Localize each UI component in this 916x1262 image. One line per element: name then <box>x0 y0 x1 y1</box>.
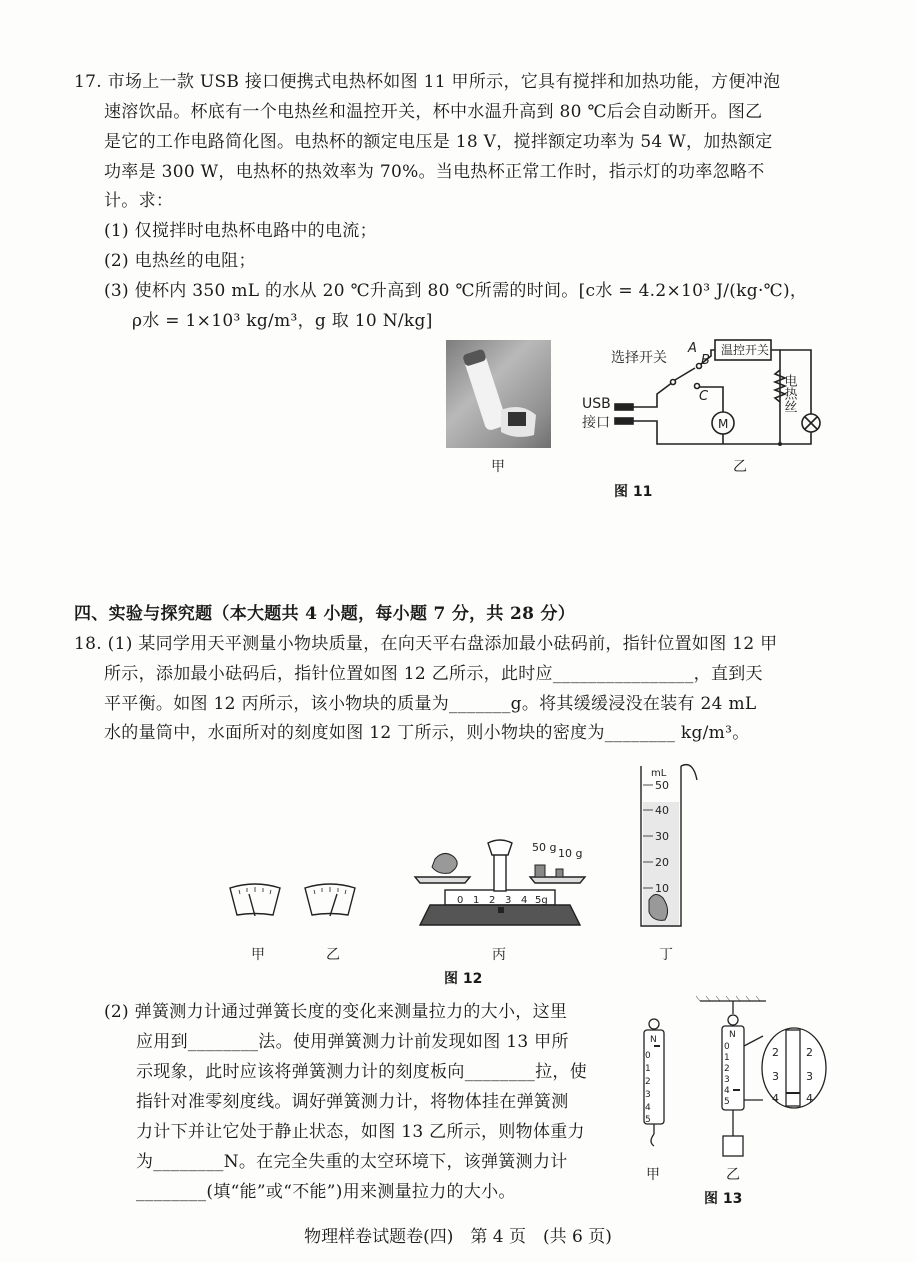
q18-p2-line-1: (2) 弹簧测力计通过弹簧长度的变化来测量拉力的大小，这里 <box>104 1002 568 1022</box>
fig12-pointers <box>225 880 365 925</box>
fig13-jia-tick-5: 5 <box>645 1115 651 1125</box>
q18-p1-line-3: 平平衡。如图 12 丙所示，该小物块的质量为_______g。将其缓缓浸没在装有 24 mL <box>104 694 757 714</box>
fig13-spring-scales <box>636 996 836 1161</box>
contact-c-label: C <box>699 389 709 404</box>
zoom-tick-4: 4 <box>772 1092 779 1105</box>
q18-p1-line-2: 所示，添加最小砝码后，指针位置如图 12 乙所示，此时应________________，直到天 <box>104 664 763 684</box>
graduated-cylinder <box>635 760 705 935</box>
q18-p2-line-5: 力计下并让它处于静止状态，如图 13 乙所示，则物体重力 <box>136 1122 585 1142</box>
motor-label: M <box>718 417 729 431</box>
balance-scale <box>410 835 590 935</box>
zoom-tick-3: 3 <box>772 1070 779 1083</box>
q17-line-2: 速溶饮品。杯底有一个电热丝和温控开关，杯中水温升高到 80 ℃后会自动断开。图乙 <box>104 102 763 122</box>
q17-sub-2: (2) 电热丝的电阻； <box>104 251 256 271</box>
scale-tick-3: 3 <box>505 895 512 906</box>
usb-label: USB <box>582 396 611 412</box>
q18-p2-line-3: 示现象，此时应该将弹簧测力计的刻度板向________拉，使 <box>136 1062 587 1082</box>
q18-p2-line-4: 指针对准零刻度线。调好弹簧测力计，将物体挂在弹簧测 <box>136 1092 569 1112</box>
fig11-label-yi: 乙 <box>733 459 747 475</box>
q18-p2-line-2: 应用到________法。使用弹簧测力计前发现如图 13 甲所 <box>136 1032 569 1052</box>
fig13-yi-tick-3: 3 <box>724 1075 730 1085</box>
q17-line-3: 是它的工作电路简化图。电热杯的额定电压是 18 V，搅拌额定功率为 54 W，加热额定 <box>104 132 773 152</box>
fig13-jia-tick-4: 4 <box>645 1103 651 1113</box>
fig12-caption: 图 12 <box>444 971 483 987</box>
cylinder-unit: mL <box>651 768 667 779</box>
fig13-yi-tick-4: 4 <box>724 1086 730 1096</box>
select-switch-label: 选择开关 <box>611 350 667 366</box>
fig12-label-yi: 乙 <box>326 947 340 963</box>
cylinder-tick-40: 40 <box>655 804 669 817</box>
q17-sub-3: (3) 使杯内 350 mL 的水从 20 ℃升高到 80 ℃所需的时间。[c水 = 4.2×10³ J/(kg·℃)， <box>104 281 808 301</box>
fig12-label-ding: 丁 <box>659 947 673 963</box>
heater-label: 电热丝 <box>781 374 797 413</box>
zoom-tick-4-right: 4 <box>806 1092 813 1105</box>
q18-p1-line-1: 18. (1) 某同学用天平测量小物块质量，在向天平右盘添加最小砝码前，指针位置如图 12 甲 <box>74 634 778 654</box>
q17-sub-3-cont: ρ水 = 1×10³ kg/m³，g 取 10 N/kg] <box>132 311 433 331</box>
cylinder-tick-20: 20 <box>655 856 669 869</box>
q17-line-4: 功率是 300 W，电热杯的热效率为 70%。当电热杯正常工作时，指示灯的功率忽略不 <box>104 162 765 182</box>
fig13-yi-tick-2: 2 <box>724 1064 730 1074</box>
scale-tick-0: 0 <box>457 895 464 906</box>
cylinder-tick-10: 10 <box>655 882 669 895</box>
fig13-yi-N: N <box>729 1030 736 1040</box>
fig13-jia-tick-3: 3 <box>645 1090 651 1100</box>
contact-b-label: B <box>701 353 710 368</box>
weight-50g: 50 g <box>532 841 557 854</box>
q17-line-5: 计。求： <box>104 191 174 211</box>
cylinder-tick-30: 30 <box>655 830 669 843</box>
page-footer: 物理样卷试题卷(四) 第 4 页 (共 6 页) <box>304 1227 612 1247</box>
q17-line-1: 17. 市场上一款 USB 接口便携式电热杯如图 11 甲所示，它具有搅拌和加热功能，方便冲泡 <box>74 72 781 92</box>
fig12-label-bing: 丙 <box>492 947 506 963</box>
weight-10g: 10 g <box>558 847 583 860</box>
q18-p2-line-6: 为________N。在完全失重的太空环境下，该弹簧测力计 <box>136 1152 568 1172</box>
scale-tick-2: 2 <box>489 895 496 906</box>
fig13-jia-N: N <box>650 1035 657 1045</box>
fig12-label-jia: 甲 <box>251 947 265 963</box>
fig13-caption: 图 13 <box>704 1191 743 1207</box>
cylinder-tick-50: 50 <box>655 779 669 792</box>
fig13-yi-tick-1: 1 <box>724 1053 730 1063</box>
fig13-jia-tick-2: 2 <box>645 1077 651 1087</box>
fig13-yi-tick-0: 0 <box>724 1042 730 1052</box>
scale-tick-1: 1 <box>473 895 480 906</box>
scale-tick-4: 4 <box>521 895 528 906</box>
zoom-tick-3-right: 3 <box>806 1070 813 1083</box>
port-label: 接口 <box>582 415 610 431</box>
fig13-label-yi: 乙 <box>726 1167 740 1183</box>
fig11-circuit <box>575 330 845 470</box>
fig11-label-jia: 甲 <box>491 459 505 475</box>
contact-a-label: A <box>688 341 697 356</box>
scale-tick-5g: 5g <box>535 895 548 906</box>
fig13-label-jia: 甲 <box>646 1167 660 1183</box>
temp-switch-label: 温控开关 <box>721 343 770 357</box>
usb-cup-photo <box>446 340 551 448</box>
fig13-yi-tick-5: 5 <box>724 1097 730 1107</box>
q18-p1-line-4: 水的量筒中，水面所对的刻度如图 12 丁所示，则小物块的密度为________ kg/m³。 <box>104 723 750 743</box>
zoom-tick-2: 2 <box>772 1046 779 1059</box>
fig13-jia-tick-1: 1 <box>645 1064 651 1074</box>
q18-p2-line-7: ________(填“能”或“不能”)用来测量拉力的大小。 <box>136 1182 516 1202</box>
fig13-jia-tick-0: 0 <box>645 1051 651 1061</box>
zoom-tick-2-right: 2 <box>806 1046 813 1059</box>
q17-sub-1: (1) 仅搅拌时电热杯电路中的电流； <box>104 221 377 241</box>
fig11-caption: 图 11 <box>614 484 653 500</box>
section4-title: 四、实验与探究题（本大题共 4 小题，每小题 7 分，共 28 分） <box>74 604 576 624</box>
